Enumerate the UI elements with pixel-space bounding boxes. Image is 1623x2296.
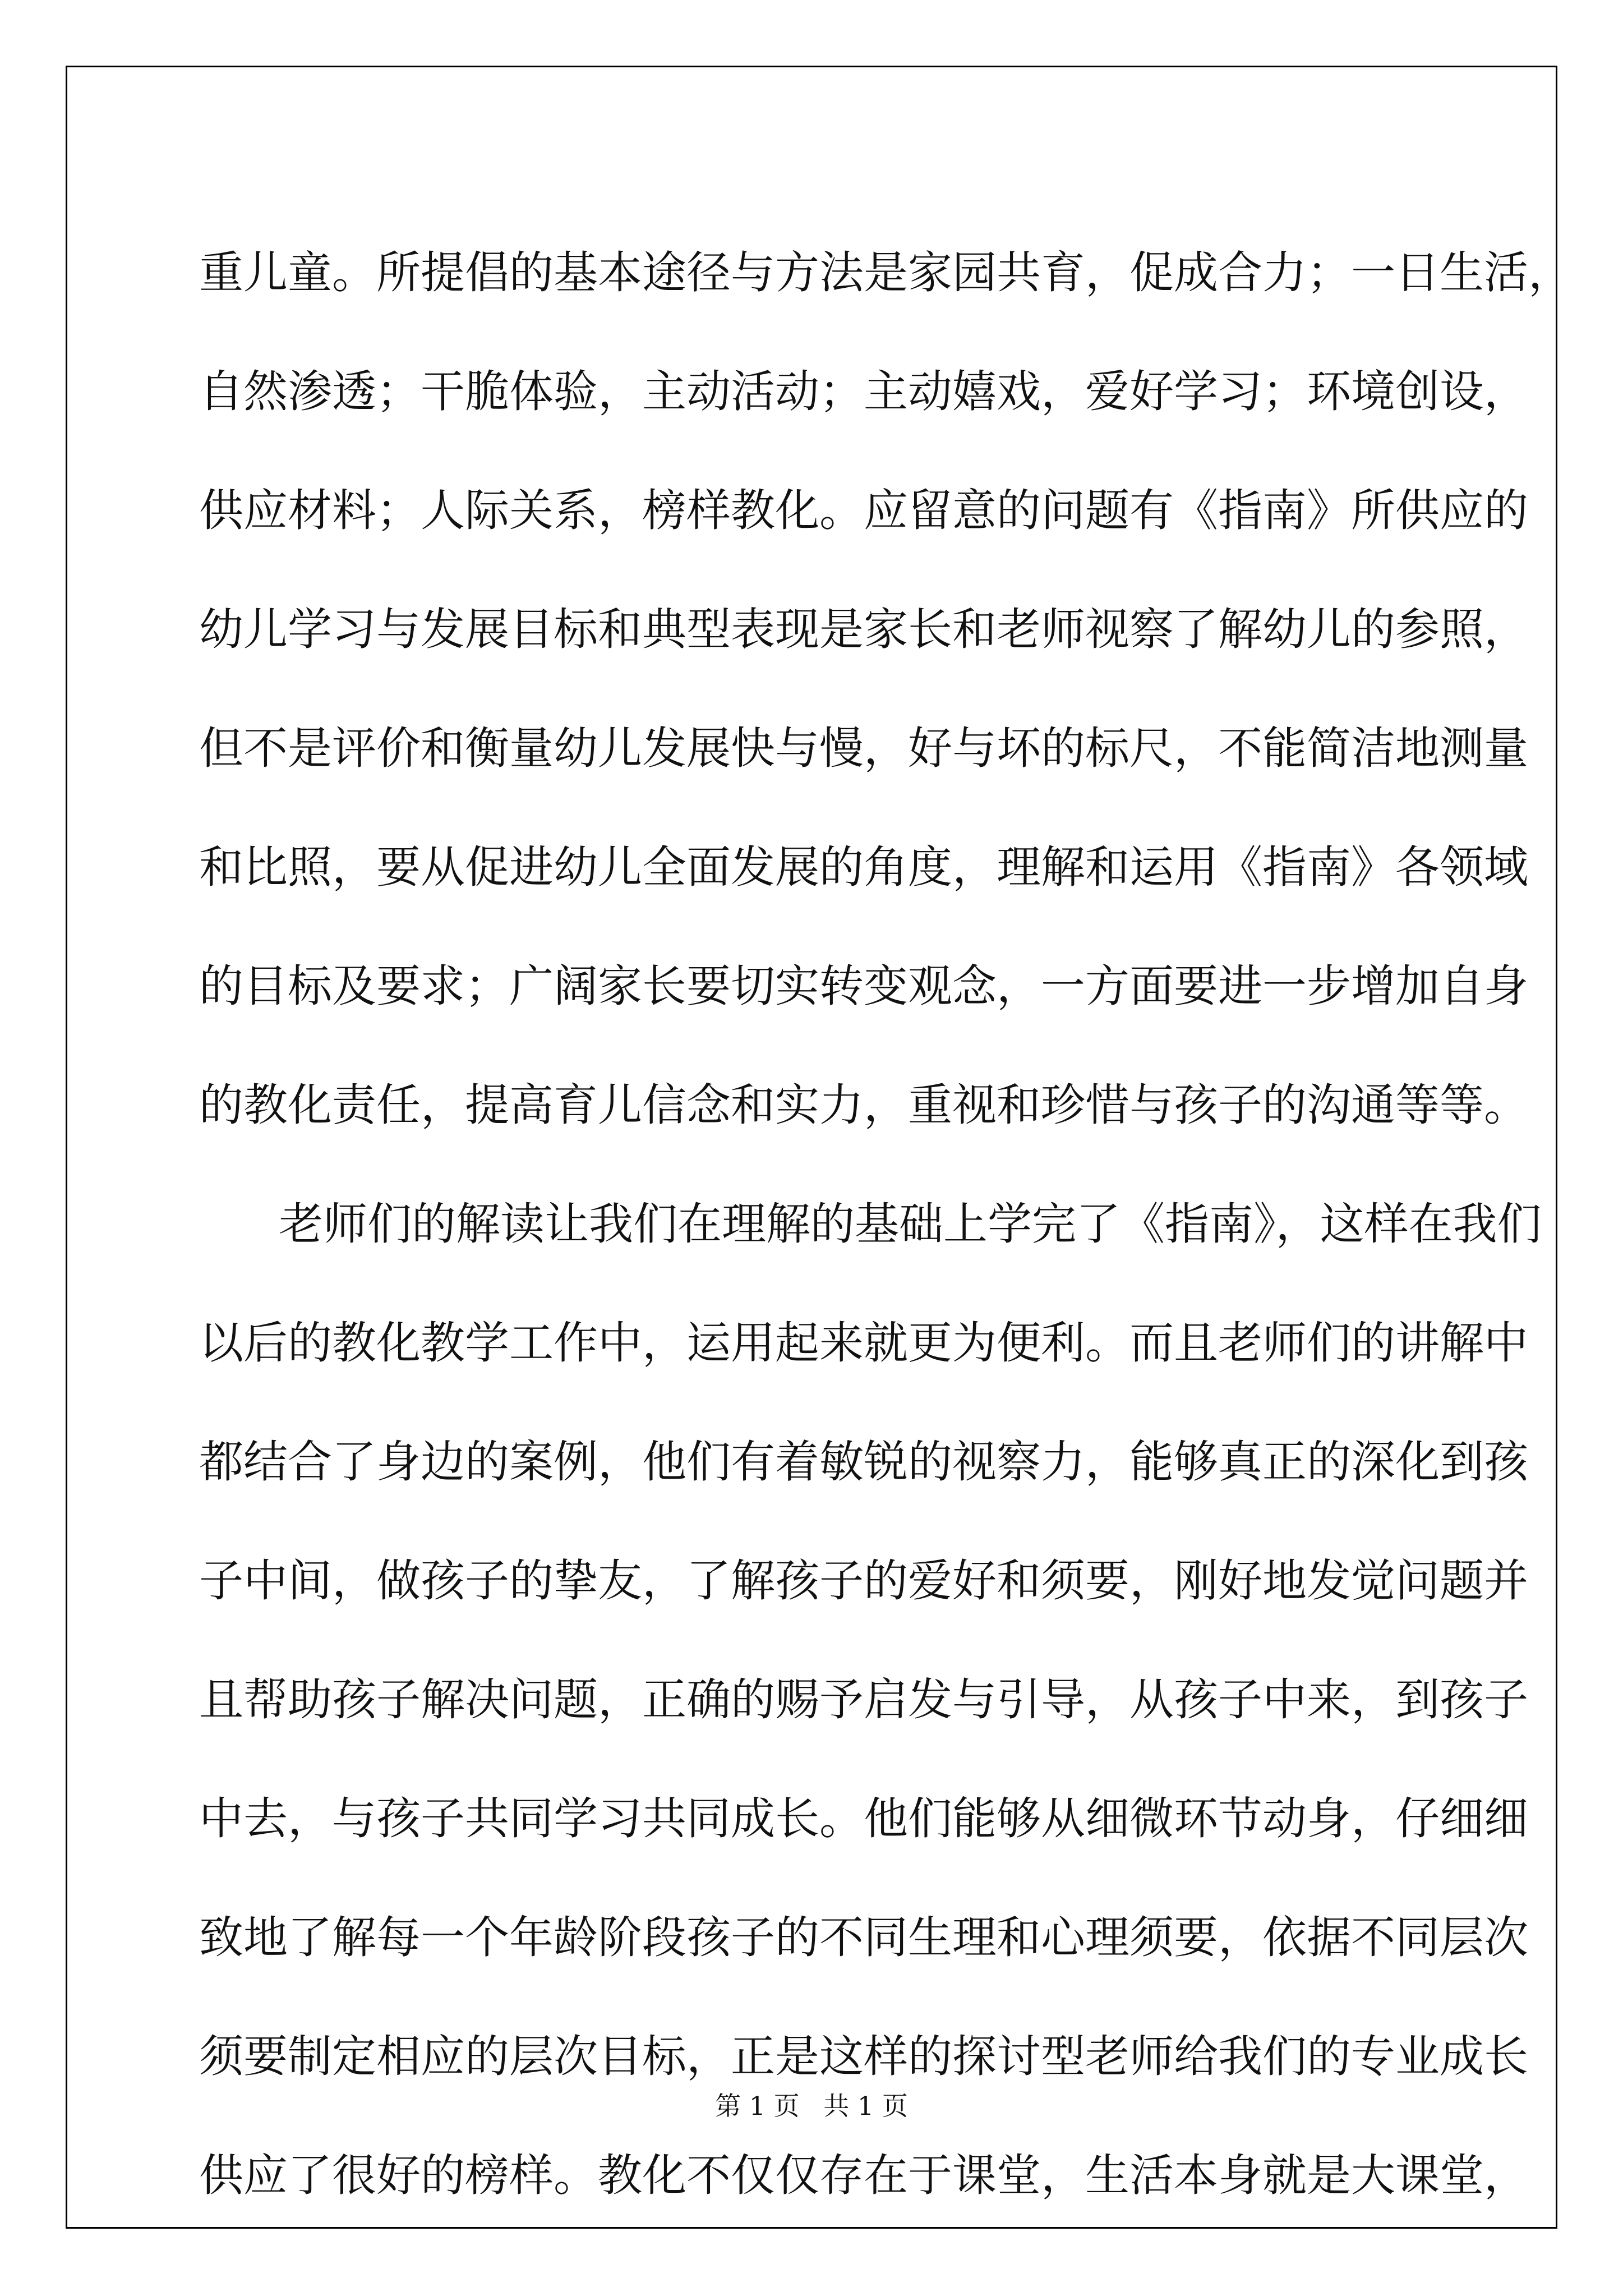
text-line: 须要制定相应的层次目标，正是这样的探讨型老师给我们的专业成长 [199, 2031, 1528, 2082]
text-line: 但不是评价和衡量幼儿发展快与慢，好与坏的标尺，不能简洁地测量 [199, 723, 1528, 774]
text-line: 中去，与孩子共同学习共同成长。他们能够从细微环节动身，仔细细 [199, 1793, 1528, 1844]
text-line: 自然渗透；干脆体验，主动活动；主动嬉戏，爱好学习；环境创设， [199, 366, 1528, 417]
text-line: 以后的教化教学工作中，运用起来就更为便利。而且老师们的讲解中 [199, 1317, 1528, 1369]
page-number: 第 1 页 [715, 2091, 800, 2121]
page-footer [0, 2086, 1623, 2123]
text-line: 致地了解每一个年龄阶段孩子的不同生理和心理须要，依据不同层次 [199, 1912, 1528, 1963]
text-line: 供应了很好的榜样。教化不仅仅存在于课堂，生活本身就是大课堂， [199, 2150, 1528, 2201]
text-line: 幼儿学习与发展目标和典型表现是家长和老师视察了解幼儿的参照， [199, 604, 1528, 655]
text-line: 和比照，要从促进幼儿全面发展的角度，理解和运用《指南》各领域 [199, 841, 1528, 893]
text-line: 供应材料；人际关系，榜样教化。应留意的问题有《指南》所供应的 [199, 485, 1528, 536]
text-line: 重儿童。所提倡的基本途径与方法是家园共育，促成合力；一日生活， [199, 247, 1573, 298]
text-line: 且帮助孩子解决问题，正确的赐予启发与引导，从孩子中来，到孩子 [199, 1674, 1528, 1726]
text-line: 都结合了身边的案例，他们有着敏锐的视察力，能够真正的深化到孩 [199, 1436, 1528, 1488]
text-line: 的教化责任，提高育儿信念和实力，重视和珍惜与孩子的沟通等等。 [199, 1079, 1528, 1131]
paragraph-first-line: 老师们的解读让我们在理解的基础上学完了《指南》，这样在我们 [279, 1198, 1542, 1250]
text-line: 的目标及要求；广阔家长要切实转变观念，一方面要进一步增加自身 [199, 960, 1528, 1012]
page-total: 共 1 页 [823, 2091, 908, 2121]
text-line: 子中间，做孩子的挚友，了解孩子的爱好和须要，刚好地发觉问题并 [199, 1555, 1528, 1607]
